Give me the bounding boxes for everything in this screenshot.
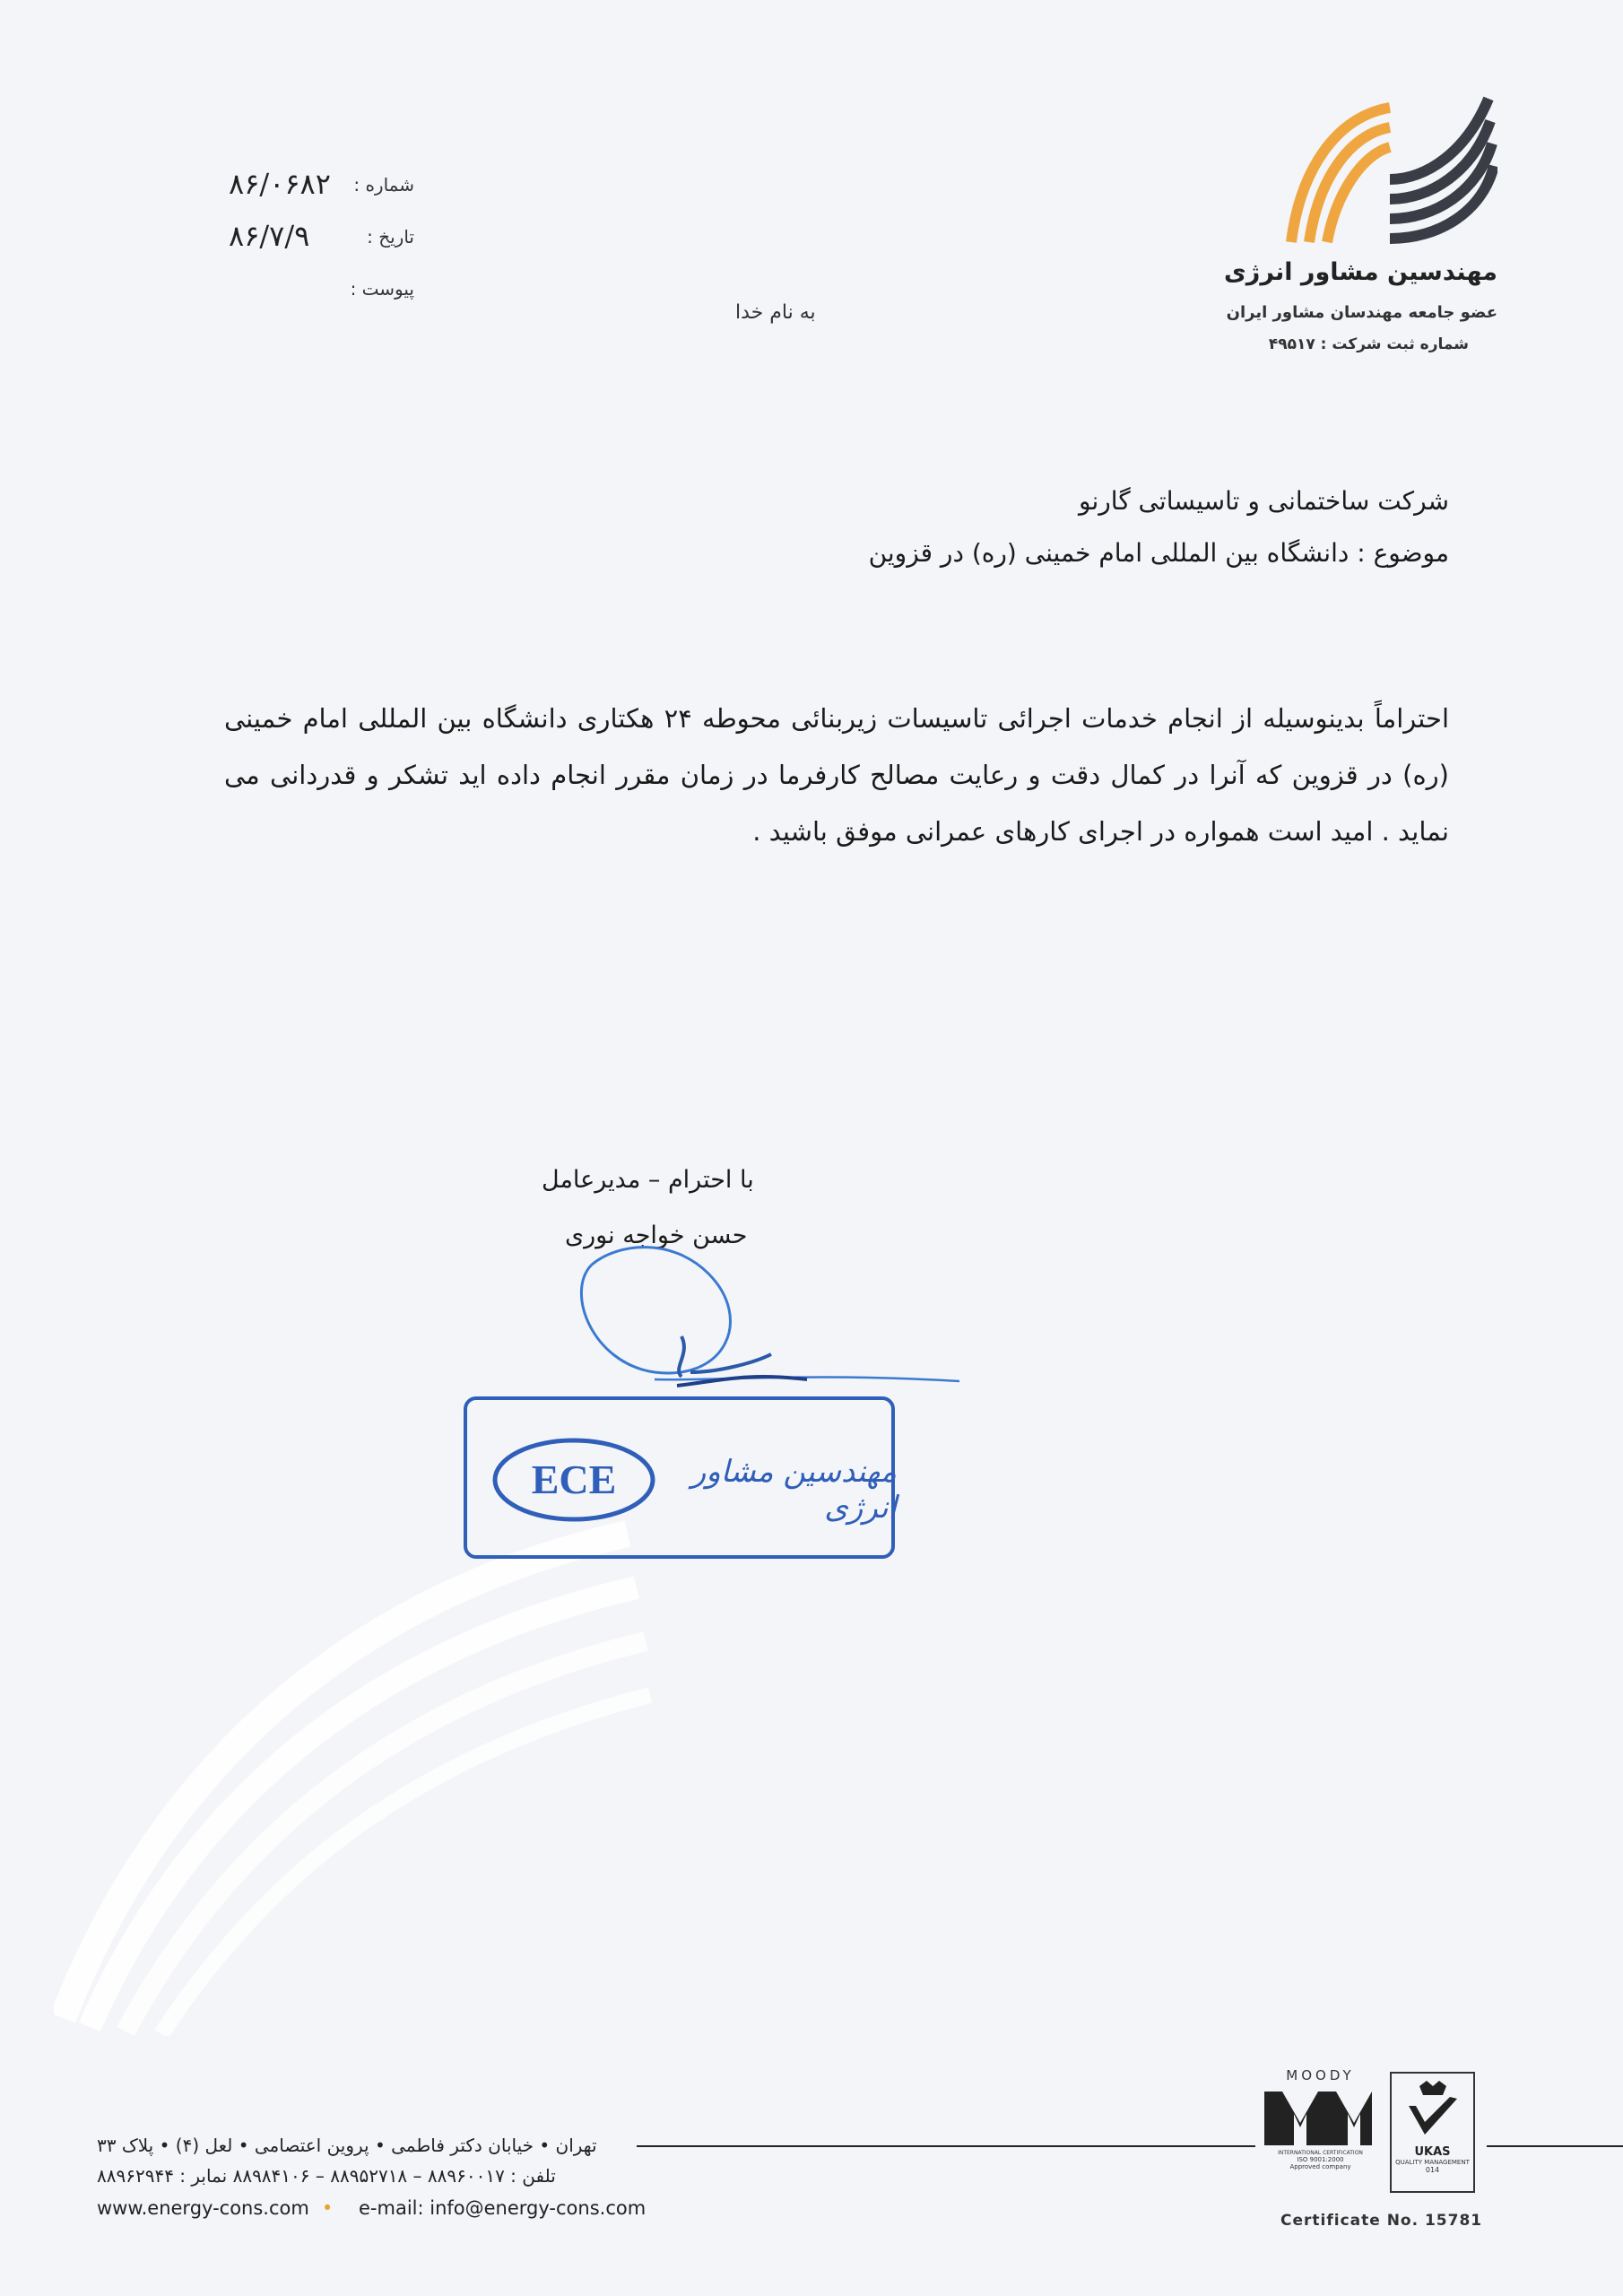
moody-certification [1260, 2067, 1381, 2202]
bismillah: به نام خدا [735, 301, 816, 324]
footer-phone: تلفن : ۸۸۹۶۰۰۱۷ – ۸۸۹۵۲۷۱۸ – ۸۸۹۸۴۱۰۶ نمابر : ۸۸۹۶۲۹۴۴ [97, 2165, 556, 2187]
stamp-abbr: ECE [531, 1457, 617, 1502]
company-registration: شماره ثبت شرکت : ۴۹۵۱۷ [1268, 335, 1469, 353]
footer-website[interactable]: www.energy-cons.com • [97, 2197, 334, 2219]
ukas-sub: QUALITY MANAGEMENT [1395, 2159, 1470, 2166]
footer-email[interactable]: e-mail: info@energy-cons.com [359, 2197, 647, 2219]
signatory-name: حسن خواجه نوری [565, 1222, 748, 1249]
ukas-certification [1390, 2072, 1475, 2193]
crown-check-icon [1402, 2079, 1464, 2142]
footer-address: تهران • خیابان دکتر فاطمی • پروین اعتصامی • لعل (۴) • پلاک ۳۳ [97, 2135, 597, 2156]
company-membership: عضو جامعه مهندسان مشاور ایران [1226, 303, 1497, 322]
ukas-label: UKAS [1414, 2145, 1451, 2159]
footer-rule-left [637, 2145, 1255, 2147]
subject: موضوع : دانشگاه بین المللی امام خمینی (ره) در قزوین [868, 538, 1449, 568]
number-label: شماره : [353, 174, 414, 196]
moody-cert-line1: INTERNATIONAL CERTIFICATION [1278, 2150, 1363, 2156]
moody-logo-icon [1260, 2087, 1376, 2150]
closing: با احترام – مدیرعامل [542, 1166, 754, 1194]
certificate-number: Certificate No. 15781 [1280, 2212, 1483, 2230]
moody-cert-line3: Approved company [1289, 2163, 1351, 2170]
website-link[interactable]: www.energy-cons.com [97, 2197, 309, 2219]
moody-cert-line2: ISO 9001:2000 [1297, 2156, 1344, 2163]
number-value: ۸۶/۰۶۸۲ [229, 167, 331, 201]
date-label: تاریخ : [367, 226, 414, 248]
company-logo-icon [1273, 90, 1497, 251]
moody-brand: MOODY [1286, 2067, 1355, 2083]
footer-rule-right [1487, 2145, 1623, 2147]
date-value: ۸۶/۷/۹ [229, 219, 310, 253]
stamp-text: مهندسین مشاور انرژی [690, 1454, 897, 1526]
attachment-label: پیوست : [350, 278, 414, 300]
background-watermark [54, 1480, 681, 2036]
signature-icon [538, 1238, 968, 1417]
ukas-number: 014 [1425, 2166, 1440, 2174]
letter-body: احتراماً بدینوسیله از انجام خدمات اجرائی تاسیسات زیربنائی محوطه ۲۴ هکتاری دانشگاه بین المللی امام خمینی (ره) در قزوین که آنرا در کمال دقت و رعایت مصالح کارفرما در زمان مقرر انجام داده اید تشکر و قدردانی می نماید . امید است همواره در اجرای کارهای عمرانی موفق باشید . [224, 703, 1449, 847]
company-stamp [462, 1395, 897, 1561]
company-name: مهندسین مشاور انرژی [1224, 258, 1497, 286]
recipient: شرکت ساختمانی و تاسیساتی گارنو [1079, 486, 1449, 516]
